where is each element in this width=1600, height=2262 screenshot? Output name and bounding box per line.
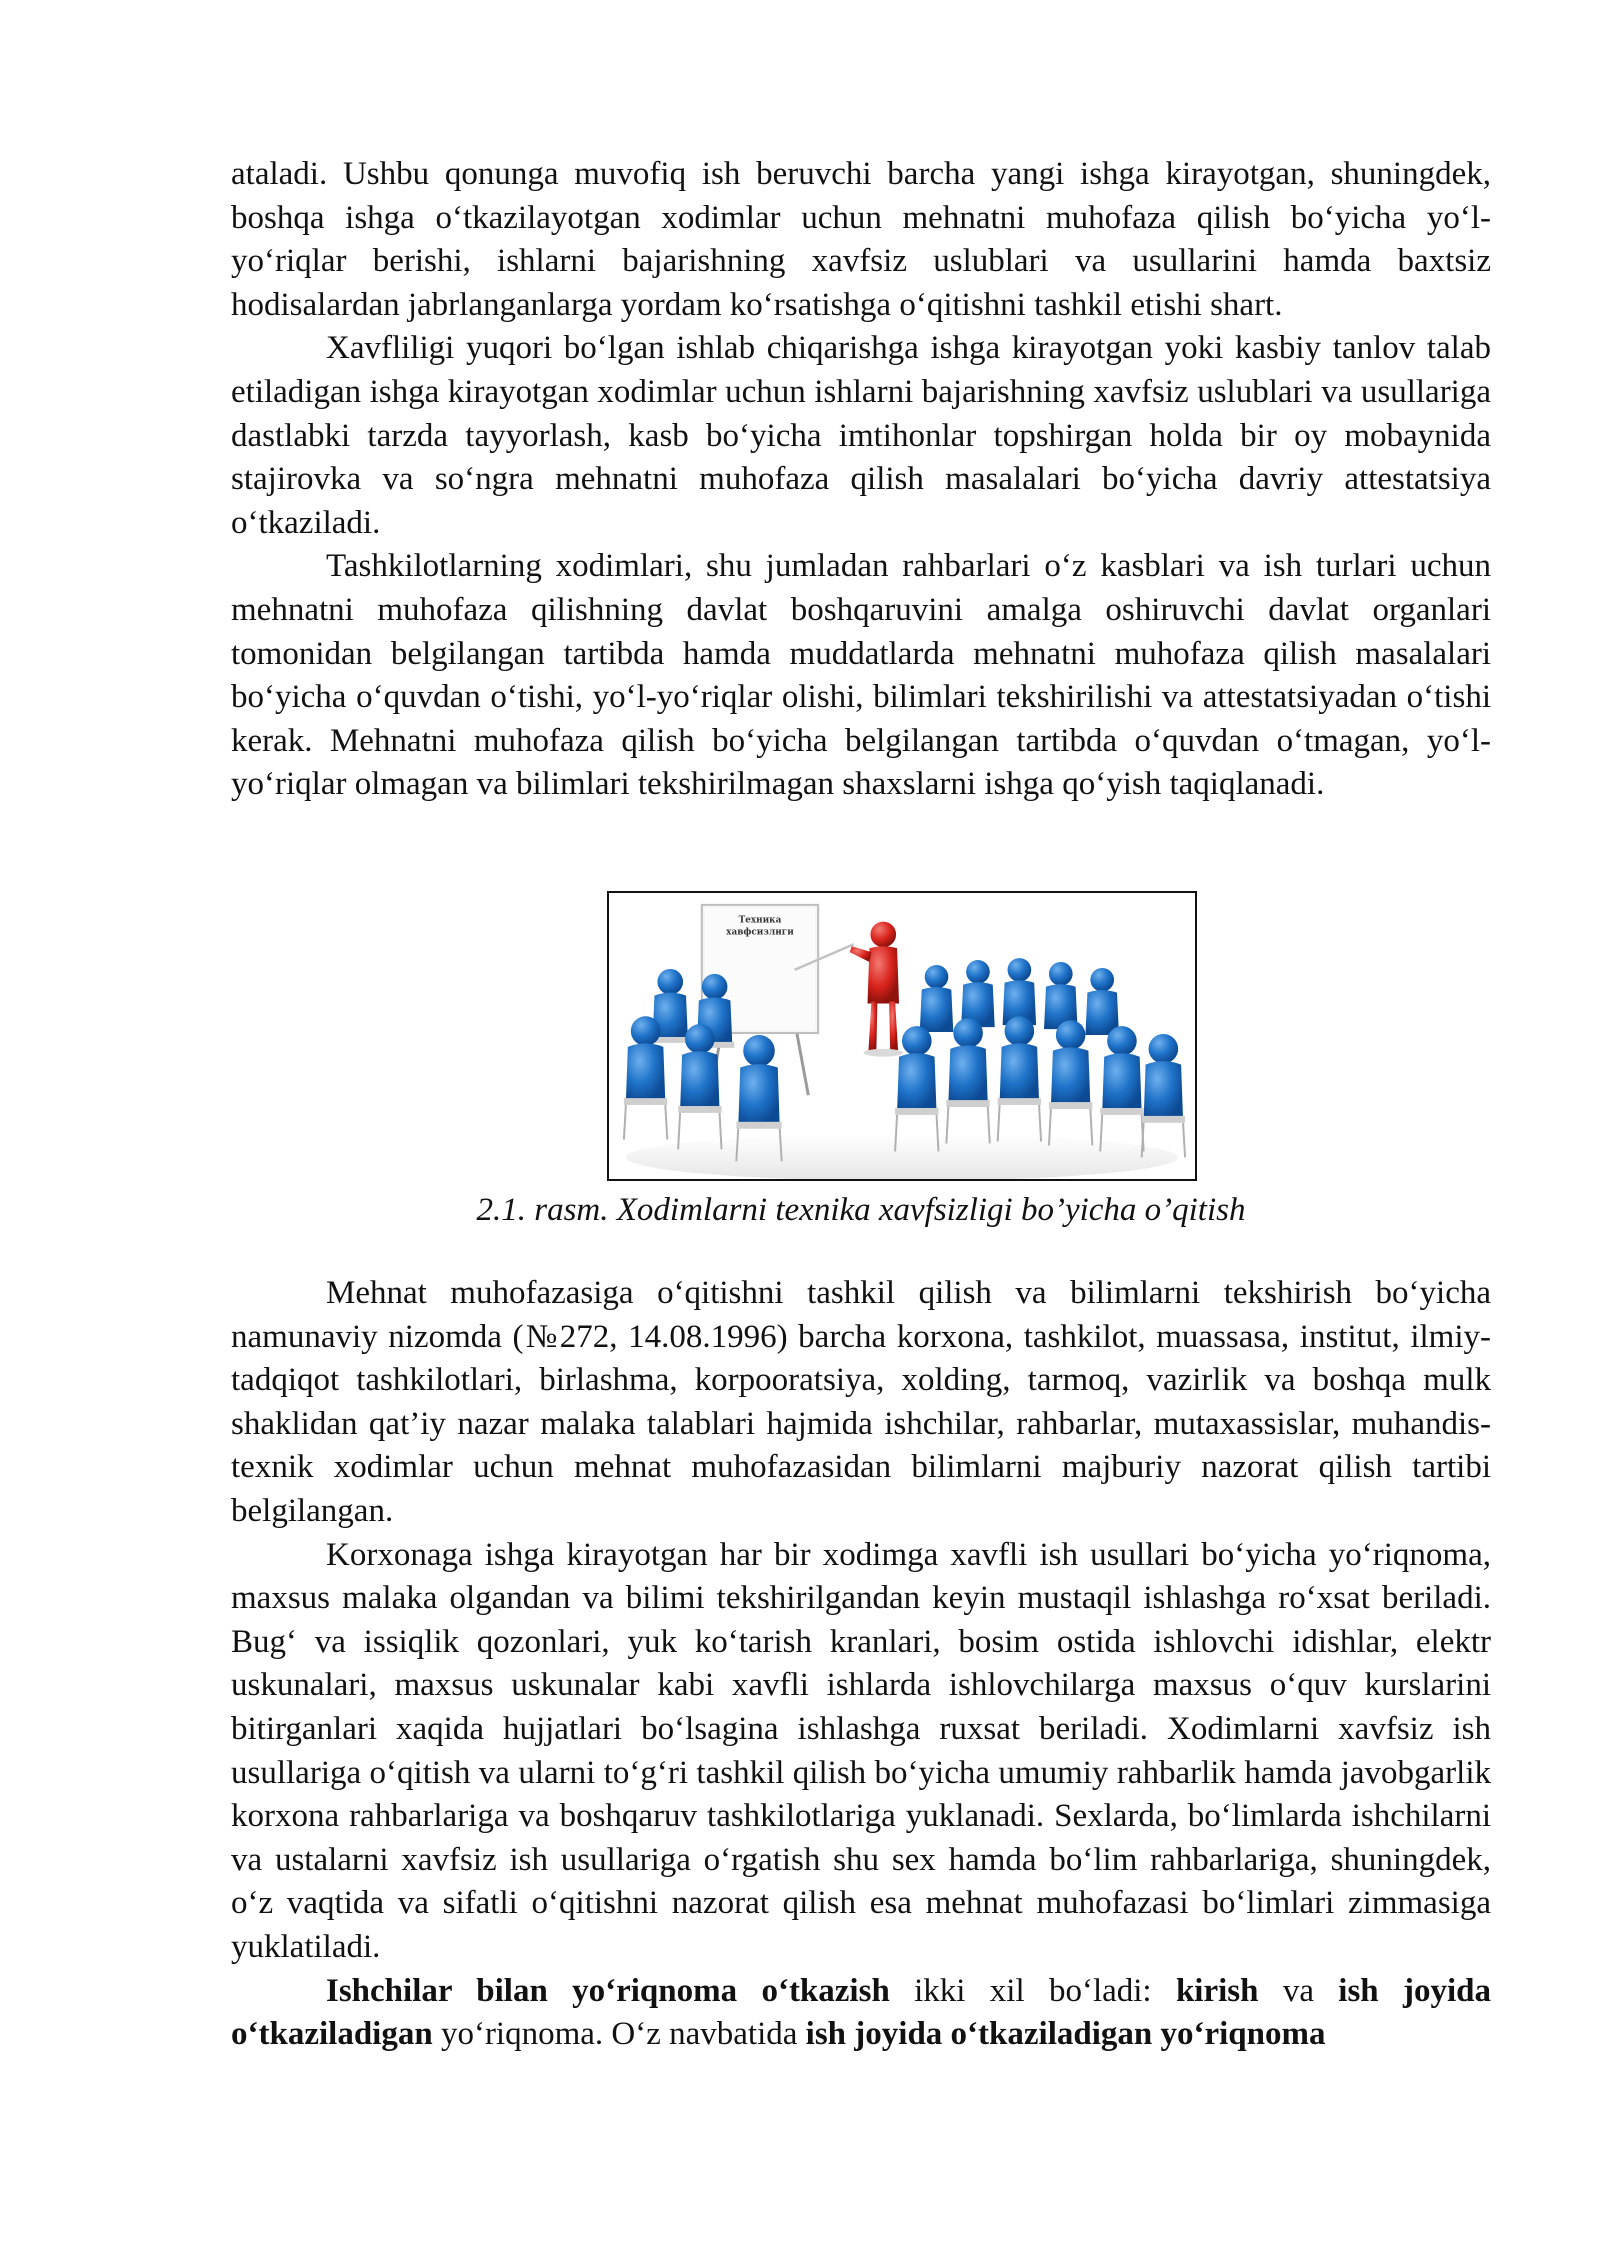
text-run: va [1258,1972,1339,2009]
paragraph: Tashkilotlarning xodimlari, shu jumladan rahbarlari o‘z kasblari va ish turlari uchun mehnatni muhofaza qilishning davlat boshqaruvini amalga oshiruvchi davlat organlari tomonidan belgilangan tartibda hamda muddatlarda mehnatni muhofaza qilish masalalari bo‘yicha o‘quvdan o‘tishi, yo‘l-yo‘riqlar olishi, bilimlari tekshirilishi va attestatsiyadan o‘tishi kerak. Mehnatni muhofaza qilish bo‘yicha belgilangan tartibda o‘quvdan o‘tmagan, yo‘l-yo‘riqlar olmagan va bilimlari tekshirilmagan shaxslarni ishga qo‘yish taqiqlanadi. [231,548,1491,803]
paragraph: Korxonaga ishga kirayotgan har bir xodimga xavfli ish usullari bo‘yicha yo‘riqnoma, maxsus malaka olgandan va bilimi tekshirilgandan keyin mustaqil ishlashga ro‘xsat beriladi. Bug‘ va issiqlik qozonlari, yuk ko‘tarish kranlari, bosim ostida ishlovchi idishlar, elektr uskunalari, maxsus uskunalar kabi xavfli ishlarda ishlovchilarga maxsus o‘quv kurslarini bitirganlari xaqida hujjatlari bo‘lsagina ishlashga ruxsat beriladi. Xodimlarni xavfsiz ish usullariga o‘qitish va ularni to‘g‘ri tashkil qilish bo‘yicha umumiy rahbarlik hamda javobgarlik korxona rahbarlariga va boshqaruv tashkilotlariga yuklanadi. Sexlarda, bo‘limlarda ishchilarni va ustalarni xavfsiz ish usullariga o‘rgatish shu sex hamda bo‘lim rahbarlariga, shuningdek, o‘z vaqtida va sifatli o‘qitishni nazorat qilish esa mehnat muhofazasi bo‘limlari zimmasiga yuklatiladi. [231,1536,1491,1965]
paragraph: Mehnat muhofazasiga o‘qitishni tashkil qilish va bilimlarni tekshirish bo‘yicha namunaviy nizomda (№272, 14.08.1996) barcha korxona, tashkilot, muassasa, institut, ilmiy-tadqiqot tashkilotlari, birlashma, korpooratsiya, xolding, tarmoq, vazirlik va boshqa mulk shaklidan qat’iy nazar malaka talablari hajmida ishchilar, rahbarlar, mutaxassislar, muhandis-texnik xodimlar uchun mehnat muhofazasidan bilimlarni majburiy nazorat qilish tartibi belgilangan. [231,1275,1491,1529]
training-illustration [609,893,1195,1179]
board-text: Техника [738,915,782,926]
paragraph: ataladi. Ushbu qonunga muvofiq ish beruvchi barcha yangi ishga kirayotgan, shuningdek, boshqa ishga o‘tkazilayotgan xodimlar uchun mehnatni muhofaza qilish bo‘yicha yo‘l-yo‘riqlar berishi, ishlarni bajarishning xavfsiz uslublari va usullarini hamda baxtsiz hodisalardan jabrlanganlarga yordam ko‘rsatishga o‘qitishni tashkil etishi shart. [231,156,1491,323]
bold-term: ish joyida o‘tkaziladigan yo‘riqnoma [805,2016,1326,2053]
figure-training-illustration [607,891,1197,1181]
text-run: yo‘riqnoma. O‘z navbatida [432,2016,806,2053]
text-block-top [231,153,1491,807]
bold-term: kirish [1175,1972,1259,2009]
bold-term: ish joyida o‘tkaziladigan [231,1972,1491,2053]
figure-caption: 2.1. rasm. Xodimlarni texnika xavfsizligi bo’yicha o’qitish [476,1192,1246,1228]
bold-term: Ishchilar bilan yo‘riqnoma o‘tkazish [326,1972,890,2009]
board-text: хавфсизлиги [726,927,794,938]
paragraph-instruction-types [231,1970,1491,2057]
text-run: ikki xil bo‘ladi: [889,1972,1176,2009]
text-block-bottom [231,1272,1491,2057]
paragraph: Xavfliligi yuqori bo‘lgan ishlab chiqarishga ishga kirayotgan yoki kasbiy tanlov talab etiladigan ishga kirayotgan xodimlar uchun ishlarni bajarishning xavfsiz uslublari va usullariga dastlabki tarzda tayyorlash, kasb bo‘yicha imtihonlar topshirgan holda bir oy mobaynida stajirovka va so‘ngra mehnatni muhofaza qilish masalalari bo‘yicha davriy attestatsiya o‘tkaziladi. [231,330,1491,541]
